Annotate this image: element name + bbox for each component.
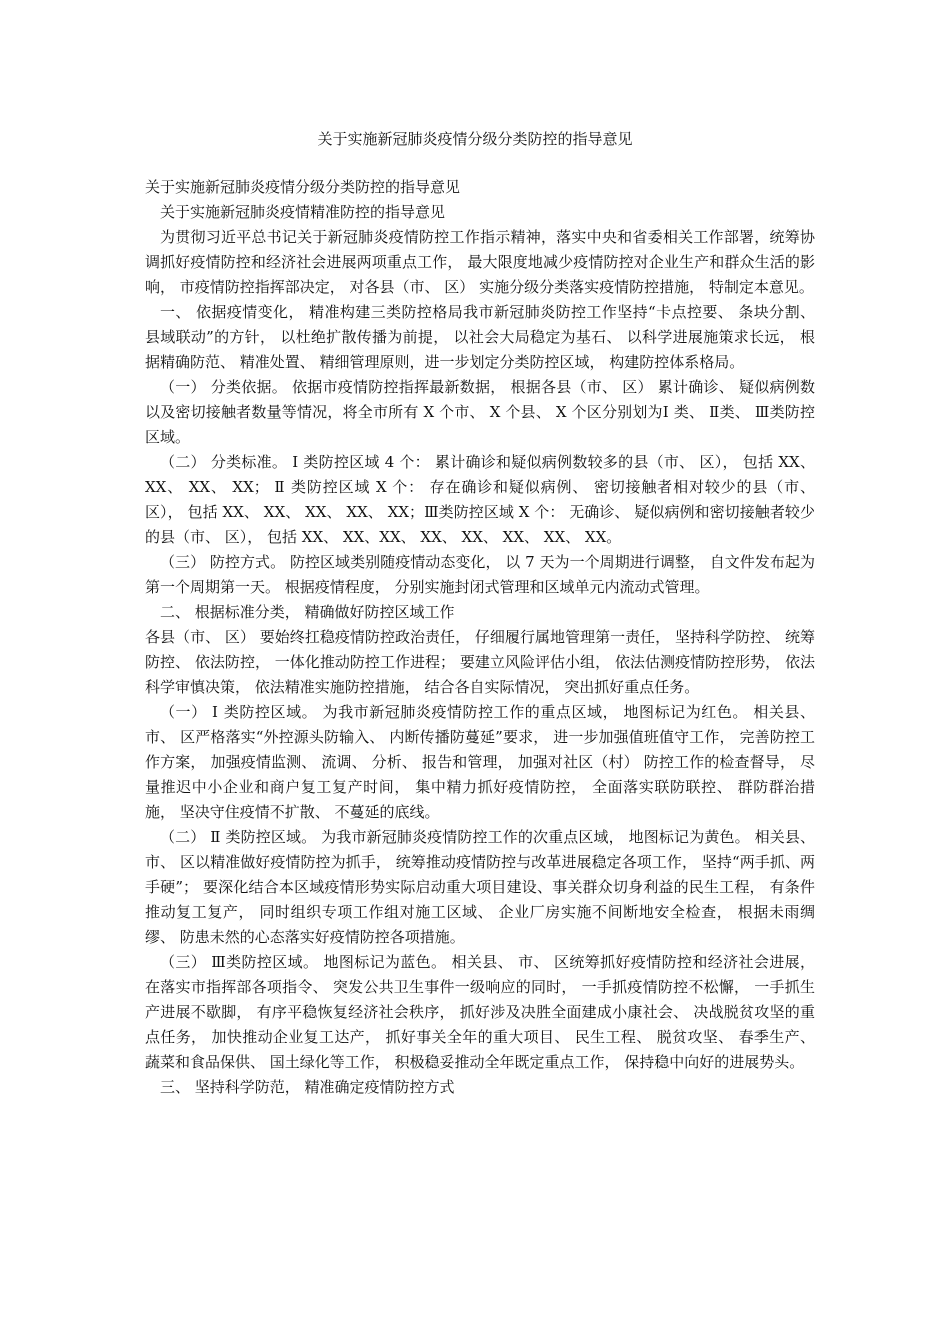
paragraph-2-1: （一） Ⅰ 类防控区域。 为我市新冠肺炎疫情防控工作的重点区域， 地图标记为红色。 相关县、 市、 区严格落实“外控源头防输入、 内断传播防蔓延”要求， 进一步加强值班值守工作， 完善防控工作方案， 加强疫情监测、 流调、 分析、 报告和管理， 加强对社区（村） 防控工作的检查督导， 尽量推迟中小企业和商户复工复产时间， 集中精力抓好疫情防控， 全面落实联防联控、 群防群治措施， 坚决守住疫情不扩散、 不蔓延的底线。	[145, 703, 815, 821]
paragraph-2-intro: 各县（市、 区） 要始终扛稳疫情防控政治责任， 仔细履行属地管理第一责任， 坚持科学防控、 统筹防控、 依法防控， 一体化推动防控工作进程； 要建立风险评估小组， 依法估测疫情防控形势， 依法科学审慎决策， 依法精准实施防控措施， 结合各自实际情况， 突出抓好重点任务。	[145, 628, 815, 696]
paragraph-2-2: （二） Ⅱ 类防控区域。 为我市新冠肺炎疫情防控工作的次重点区域， 地图标记为黄色。 相关县、 市、 区以精准做好疫情防控为抓手， 统筹推动疫情防控与改革进展稳定各项工作， 坚持“两手抓、两手硬”； 要深化结合本区域疫情形势实际启动重大项目建设、事关群众切身利益的民生工程， 有条件推动复工复产， 同时组织专项工作组对施工区域、 企业厂房实施不间断地安全检查， 根据未雨绸缪、 防患未然的心态落实好疫情防控各项措施。	[145, 828, 815, 946]
document-title: 关于实施新冠肺炎疫情分级分类防控的指导意见	[317, 130, 633, 148]
section-heading-3: 三、 坚持科学防范， 精准确定疫情防控方式	[160, 1078, 455, 1096]
paragraph-subtitle-1: 关于实施新冠肺炎疫情分级分类防控的指导意见	[145, 178, 461, 196]
section-heading-1: 一、 依据疫情变化， 精准构建三类防控格局我市新冠肺炎防控工作坚持“卡点控要、 条块分割、 县域联动”的方针， 以杜绝扩散传播为前提， 以社会大局稳定为基石、 以科学进展施策求长远， 根据精确防范、 精准处置、 精细管理原则，进一步划定分类防控区域， 构建防控体系格局。	[145, 303, 815, 371]
paragraph-2-3: （三） Ⅲ类防控区域。 地图标记为蓝色。 相关县、 市、 区统筹抓好疫情防控和经济社会进展， 在落实市指挥部各项指令、 突发公共卫生事件一级响应的同时， 一手抓疫情防控不松懈， 一手抓生产进展不歇脚， 有序平稳恢复经济社会秩序， 抓好涉及决胜全面建成小康社会、 决战脱贫攻坚的重点任务， 加快推动企业复工达产， 抓好事关全年的重大项目、 民生工程、 脱贫攻坚、 春季生产、 蔬菜和食品保供、 国土绿化等工作， 积极稳妥推动全年既定重点工作， 保持稳中向好的进展势头。	[145, 953, 815, 1071]
paragraph-subtitle-2: 关于实施新冠肺炎疫情精准防控的指导意见	[160, 203, 446, 221]
paragraph-1-2: （二） 分类标准。 Ⅰ 类防控区域 4 个： 累计确诊和疑似病例数较多的县（市、 区）， 包括 XX、 XX、 XX、 XX； Ⅱ 类防控区域 X 个： 存在确诊和疑似病例、 密切接触者相对较少的县（市、区）， 包括 XX、 XX、 XX、 XX、 XX；Ⅲ类防控区域 X 个： 无确诊、 疑似病例和密切接触者较少的县（市、 区）， 包括 XX、 XX、XX、 XX、 XX、 XX、 XX、 XX。	[145, 453, 815, 546]
paragraph-1-1: （一） 分类依据。 依据市疫情防控指挥最新数据， 根据各县（市、 区） 累计确诊、 疑似病例数以及密切接触者数量等情况，将全市所有 X 个市、 X 个县、 X 个区分别划为Ⅰ 类、 Ⅱ类、 Ⅲ类防控区域。	[145, 378, 815, 446]
document-body	[145, 175, 815, 1100]
paragraph-intro: 为贯彻习近平总书记关于新冠肺炎疫情防控工作指示精神，落实中央和省委相关工作部署，统筹协调抓好疫情防控和经济社会进展两项重点工作， 最大限度地减少疫情防控对企业生产和群众生活的影响， 市疫情防控指挥部决定， 对各县（市、 区） 实施分级分类落实疫情防控措施， 特制定本意见。	[145, 228, 815, 296]
section-heading-2: 二、 根据标准分类， 精确做好防控区域工作	[160, 603, 455, 621]
paragraph-1-3: （三） 防控方式。 防控区域类别随疫情动态变化， 以 7 天为一个周期进行调整， 自文件发布起为第一个周期第一天。 根据疫情程度， 分别实施封闭式管理和区域单元内流动式管理。	[145, 553, 815, 596]
